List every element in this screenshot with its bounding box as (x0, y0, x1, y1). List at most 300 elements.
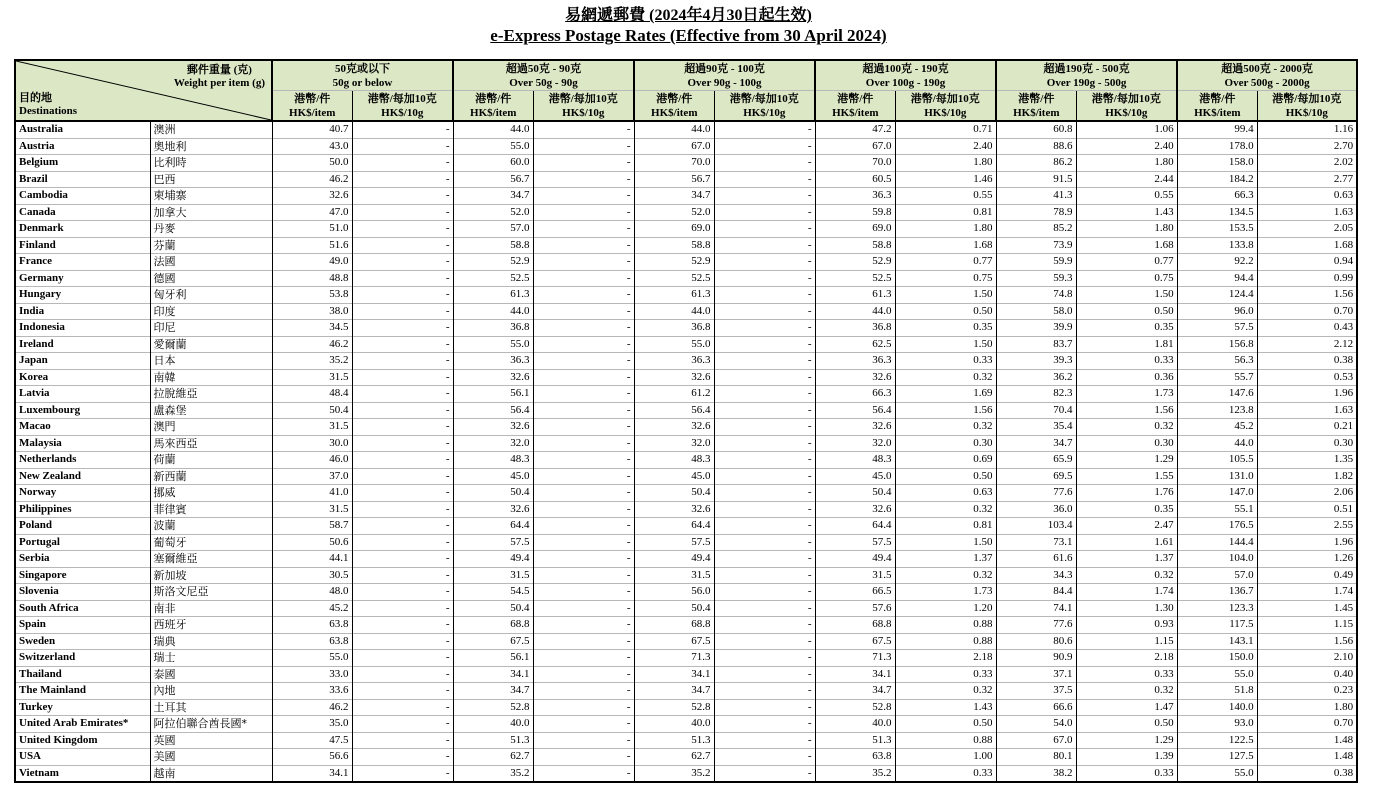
weight-band-header (272, 60, 453, 91)
destination-chinese: 菲律賓 (150, 501, 272, 518)
destination-chinese: 法國 (150, 254, 272, 271)
rate-per-item: 55.7 (1177, 369, 1257, 386)
rate-per-item: 34.7 (815, 683, 895, 700)
rate-per-item: 32.6 (634, 501, 714, 518)
destination-english: Vietnam (15, 765, 150, 782)
rate-per-item: 35.0 (272, 716, 352, 733)
destination-english: Brazil (15, 171, 150, 188)
rate-per-item: 34.7 (453, 188, 533, 205)
rate-per-item: 52.8 (815, 699, 895, 716)
unit-header-per-item (634, 91, 714, 122)
unit-zh: 港幣/每加10克 (1091, 92, 1161, 105)
rate-per-additional-10g: - (533, 567, 634, 584)
rate-per-additional-10g: - (714, 155, 815, 172)
rate-per-item: 91.5 (996, 171, 1076, 188)
destination-chinese: 越南 (150, 765, 272, 782)
rate-per-item: 74.8 (996, 287, 1076, 304)
rate-per-additional-10g: - (714, 584, 815, 601)
rate-per-item: 55.1 (1177, 501, 1257, 518)
rate-per-item: 57.5 (815, 534, 895, 551)
rate-per-item: 70.4 (996, 402, 1076, 419)
rate-per-additional-10g: - (714, 221, 815, 238)
rate-per-additional-10g: 1.47 (1076, 699, 1177, 716)
rate-per-item: 104.0 (1177, 551, 1257, 568)
rate-per-additional-10g: - (714, 534, 815, 551)
rate-per-item: 37.1 (996, 666, 1076, 683)
rate-per-additional-10g: 2.70 (1257, 138, 1357, 155)
rate-per-item: 56.4 (453, 402, 533, 419)
destination-english: United Arab Emirates* (15, 716, 150, 733)
destination-chinese: 波蘭 (150, 518, 272, 535)
rate-per-additional-10g: - (714, 121, 815, 138)
rate-per-additional-10g: 0.30 (1257, 435, 1357, 452)
destination-english: USA (15, 749, 150, 766)
unit-en: HK$/item (651, 106, 698, 119)
rate-per-additional-10g: 1.48 (1257, 732, 1357, 749)
table-row (15, 320, 1357, 337)
table-row (15, 287, 1357, 304)
band-zh: 50克或以下 (335, 62, 390, 75)
destination-chinese: 比利時 (150, 155, 272, 172)
rate-per-additional-10g: 1.96 (1257, 534, 1357, 551)
rate-per-item: 70.0 (815, 155, 895, 172)
destination-chinese: 丹麥 (150, 221, 272, 238)
rate-per-item: 74.1 (996, 600, 1076, 617)
rate-per-item: 61.6 (996, 551, 1076, 568)
rate-per-item: 67.5 (815, 633, 895, 650)
rate-per-additional-10g: - (352, 633, 453, 650)
rate-per-item: 178.0 (1177, 138, 1257, 155)
rate-per-item: 46.2 (272, 171, 352, 188)
unit-header-per-10g (1257, 91, 1357, 122)
rate-per-item: 93.0 (1177, 716, 1257, 733)
table-row (15, 584, 1357, 601)
table-row (15, 419, 1357, 436)
rate-per-additional-10g: - (714, 683, 815, 700)
destination-chinese: 英國 (150, 732, 272, 749)
rate-per-item: 56.4 (815, 402, 895, 419)
rate-per-item: 44.0 (634, 303, 714, 320)
unit-zh: 港幣/每加10克 (367, 92, 437, 105)
rate-per-item: 44.0 (815, 303, 895, 320)
rate-per-additional-10g: - (533, 270, 634, 287)
rate-per-item: 41.3 (996, 188, 1076, 205)
destination-english: Malaysia (15, 435, 150, 452)
table-row (15, 452, 1357, 469)
destination-chinese: 澳門 (150, 419, 272, 436)
rate-per-item: 63.8 (272, 617, 352, 634)
rate-per-item: 69.0 (815, 221, 895, 238)
rate-per-additional-10g: 0.33 (1076, 765, 1177, 782)
rate-per-additional-10g: 2.18 (895, 650, 996, 667)
rate-per-additional-10g: 2.06 (1257, 485, 1357, 502)
rate-per-item: 51.0 (272, 221, 352, 238)
rate-per-additional-10g: - (533, 551, 634, 568)
rate-per-item: 68.8 (815, 617, 895, 634)
rate-per-additional-10g: 0.75 (1076, 270, 1177, 287)
rate-per-additional-10g: - (533, 732, 634, 749)
rate-per-item: 56.4 (634, 402, 714, 419)
rate-per-item: 59.8 (815, 204, 895, 221)
rate-per-item: 52.0 (453, 204, 533, 221)
rate-per-item: 62.7 (634, 749, 714, 766)
rate-per-additional-10g: - (714, 617, 815, 634)
table-row (15, 716, 1357, 733)
rate-per-item: 143.1 (1177, 633, 1257, 650)
table-row (15, 254, 1357, 271)
rate-per-item: 32.6 (272, 188, 352, 205)
destination-english: France (15, 254, 150, 271)
rate-per-additional-10g: - (533, 666, 634, 683)
rate-per-item: 32.6 (634, 369, 714, 386)
table-row (15, 650, 1357, 667)
rate-per-additional-10g: - (533, 369, 634, 386)
rate-per-additional-10g: - (533, 534, 634, 551)
rate-per-additional-10g: 1.73 (895, 584, 996, 601)
table-row (15, 221, 1357, 238)
rate-per-item: 48.3 (815, 452, 895, 469)
table-row (15, 683, 1357, 700)
rate-per-additional-10g: 1.56 (895, 402, 996, 419)
unit-header-per-item (996, 91, 1076, 122)
rate-per-item: 48.4 (272, 386, 352, 403)
unit-header-per-item (272, 91, 352, 122)
table-row (15, 353, 1357, 370)
destination-english: South Africa (15, 600, 150, 617)
rate-per-additional-10g: 0.36 (1076, 369, 1177, 386)
rate-per-additional-10g: - (352, 435, 453, 452)
rate-per-additional-10g: - (352, 683, 453, 700)
rate-per-item: 32.6 (815, 369, 895, 386)
rate-per-additional-10g: - (533, 501, 634, 518)
rate-per-item: 156.8 (1177, 336, 1257, 353)
rate-per-item: 45.0 (815, 468, 895, 485)
rate-per-additional-10g: 1.55 (1076, 468, 1177, 485)
rate-per-item: 36.3 (815, 353, 895, 370)
rate-per-additional-10g: - (352, 386, 453, 403)
destinations-label-en: Destinations (19, 105, 78, 117)
rate-per-item: 46.2 (272, 336, 352, 353)
rate-per-item: 86.2 (996, 155, 1076, 172)
band-zh: 超過90克 - 100克 (684, 62, 765, 75)
rate-per-additional-10g: - (714, 468, 815, 485)
unit-en: HK$/item (1013, 106, 1060, 119)
page-title-chinese: 易網遞郵費 (2024年4月30日起生效) (565, 7, 812, 24)
destination-english: New Zealand (15, 468, 150, 485)
rate-per-item: 36.3 (453, 353, 533, 370)
rate-per-item: 32.0 (453, 435, 533, 452)
rate-per-item: 73.9 (996, 237, 1076, 254)
rate-per-additional-10g: 0.33 (1076, 353, 1177, 370)
destination-english: Luxembourg (15, 402, 150, 419)
rate-per-item: 56.3 (1177, 353, 1257, 370)
rate-per-additional-10g: 0.33 (895, 666, 996, 683)
rate-per-item: 52.8 (453, 699, 533, 716)
destination-chinese: 美國 (150, 749, 272, 766)
unit-header-per-10g (714, 91, 815, 122)
rate-per-additional-10g: 2.44 (1076, 171, 1177, 188)
rate-per-additional-10g: 1.43 (895, 699, 996, 716)
rate-per-additional-10g: 1.37 (895, 551, 996, 568)
rate-per-additional-10g: - (533, 617, 634, 634)
rate-per-additional-10g: - (352, 419, 453, 436)
rate-per-item: 45.2 (1177, 419, 1257, 436)
header-row-weight-bands (15, 60, 1357, 91)
rate-per-item: 71.3 (634, 650, 714, 667)
rate-per-additional-10g: 0.35 (1076, 320, 1177, 337)
rate-per-additional-10g: 0.51 (1257, 501, 1357, 518)
rate-per-additional-10g: 2.40 (895, 138, 996, 155)
rate-per-item: 56.0 (634, 584, 714, 601)
rate-per-item: 124.4 (1177, 287, 1257, 304)
rate-per-additional-10g: - (352, 501, 453, 518)
rate-per-additional-10g: - (714, 435, 815, 452)
rate-per-additional-10g: 2.05 (1257, 221, 1357, 238)
rate-per-additional-10g: 1.39 (1076, 749, 1177, 766)
rate-per-additional-10g: - (714, 204, 815, 221)
destination-chinese: 加拿大 (150, 204, 272, 221)
rate-per-additional-10g: - (533, 121, 634, 138)
rate-per-additional-10g: - (533, 171, 634, 188)
rate-per-item: 53.8 (272, 287, 352, 304)
rate-per-item: 31.5 (272, 369, 352, 386)
table-row (15, 501, 1357, 518)
rate-per-item: 32.0 (634, 435, 714, 452)
destination-english: The Mainland (15, 683, 150, 700)
rate-per-item: 33.6 (272, 683, 352, 700)
rate-per-item: 61.3 (453, 287, 533, 304)
rate-per-additional-10g: 1.30 (1076, 600, 1177, 617)
rate-per-item: 77.6 (996, 485, 1076, 502)
rate-per-additional-10g: 1.29 (1076, 732, 1177, 749)
rate-per-item: 51.3 (634, 732, 714, 749)
rate-per-additional-10g: 0.88 (895, 617, 996, 634)
table-row (15, 155, 1357, 172)
rate-per-additional-10g: 2.47 (1076, 518, 1177, 535)
unit-en: HK$/item (1194, 106, 1241, 119)
destination-chinese: 奧地利 (150, 138, 272, 155)
destination-english: Finland (15, 237, 150, 254)
rate-per-additional-10g: - (533, 353, 634, 370)
rate-per-additional-10g: - (352, 254, 453, 271)
rate-per-item: 62.7 (453, 749, 533, 766)
table-row (15, 617, 1357, 634)
rate-per-additional-10g: 1.68 (1076, 237, 1177, 254)
rate-per-additional-10g: 1.56 (1257, 633, 1357, 650)
rate-per-item: 43.0 (272, 138, 352, 155)
rate-per-additional-10g: 1.76 (1076, 485, 1177, 502)
table-row (15, 485, 1357, 502)
table-row (15, 518, 1357, 535)
rate-per-additional-10g: 0.38 (1257, 765, 1357, 782)
rate-per-item: 69.5 (996, 468, 1076, 485)
rate-per-additional-10g: 0.77 (1076, 254, 1177, 271)
unit-zh: 港幣/每加10克 (910, 92, 980, 105)
rate-per-item: 67.0 (815, 138, 895, 155)
rate-per-item: 51.6 (272, 237, 352, 254)
destination-english: Portugal (15, 534, 150, 551)
rate-per-additional-10g: - (714, 270, 815, 287)
rate-per-additional-10g: - (352, 584, 453, 601)
rate-per-item: 147.6 (1177, 386, 1257, 403)
rate-per-item: 60.5 (815, 171, 895, 188)
destination-chinese: 澳洲 (150, 121, 272, 138)
postage-rates-table (14, 59, 1358, 783)
destination-chinese: 新加坡 (150, 567, 272, 584)
rate-per-item: 57.5 (1177, 320, 1257, 337)
rate-per-item: 55.0 (1177, 765, 1257, 782)
rate-per-item: 96.0 (1177, 303, 1257, 320)
rate-per-additional-10g: - (352, 204, 453, 221)
rate-per-additional-10g: 0.32 (895, 419, 996, 436)
rate-per-additional-10g: 0.88 (895, 732, 996, 749)
rate-per-additional-10g: - (714, 386, 815, 403)
rate-per-item: 56.7 (634, 171, 714, 188)
rate-per-item: 60.0 (453, 155, 533, 172)
rate-per-item: 50.4 (634, 485, 714, 502)
rate-per-item: 80.6 (996, 633, 1076, 650)
rate-per-additional-10g: 0.99 (1257, 270, 1357, 287)
rate-per-item: 49.4 (634, 551, 714, 568)
rate-per-additional-10g: - (714, 303, 815, 320)
destination-chinese: 瑞典 (150, 633, 272, 650)
rate-per-additional-10g: - (352, 567, 453, 584)
rate-per-additional-10g: 2.40 (1076, 138, 1177, 155)
rate-per-item: 61.2 (634, 386, 714, 403)
rate-per-additional-10g: - (352, 452, 453, 469)
table-row (15, 386, 1357, 403)
destination-chinese: 德國 (150, 270, 272, 287)
rate-per-item: 44.0 (634, 121, 714, 138)
rate-per-item: 30.5 (272, 567, 352, 584)
rate-per-item: 103.4 (996, 518, 1076, 535)
rate-per-item: 67.5 (634, 633, 714, 650)
weight-label (174, 64, 265, 90)
rate-per-item: 92.2 (1177, 254, 1257, 271)
rate-per-item: 127.5 (1177, 749, 1257, 766)
rate-per-additional-10g: 1.48 (1257, 749, 1357, 766)
destinations-label (19, 92, 77, 118)
destination-chinese: 印尼 (150, 320, 272, 337)
weight-band-header (996, 60, 1177, 91)
table-row (15, 633, 1357, 650)
rate-per-item: 50.4 (634, 600, 714, 617)
rate-per-item: 52.9 (815, 254, 895, 271)
rate-per-additional-10g: - (714, 518, 815, 535)
rate-per-item: 88.6 (996, 138, 1076, 155)
rate-per-item: 32.6 (453, 419, 533, 436)
rate-per-item: 52.0 (634, 204, 714, 221)
rate-per-additional-10g: - (714, 633, 815, 650)
rate-per-item: 57.5 (634, 534, 714, 551)
rate-per-item: 69.0 (634, 221, 714, 238)
rate-per-item: 48.3 (634, 452, 714, 469)
destination-english: Thailand (15, 666, 150, 683)
rate-per-additional-10g: 1.80 (1076, 221, 1177, 238)
rate-per-additional-10g: - (714, 501, 815, 518)
rate-per-item: 68.8 (634, 617, 714, 634)
destination-chinese: 挪威 (150, 485, 272, 502)
rate-per-item: 31.5 (815, 567, 895, 584)
rate-per-item: 50.4 (453, 485, 533, 502)
rate-per-additional-10g: 0.35 (895, 320, 996, 337)
rate-per-additional-10g: 0.33 (895, 765, 996, 782)
rate-per-item: 77.6 (996, 617, 1076, 634)
rate-per-additional-10g: 1.74 (1076, 584, 1177, 601)
rate-per-item: 34.7 (996, 435, 1076, 452)
table-row (15, 237, 1357, 254)
rate-per-additional-10g: 0.33 (1076, 666, 1177, 683)
rate-per-additional-10g: - (533, 336, 634, 353)
rate-per-item: 58.8 (634, 237, 714, 254)
rate-per-item: 44.0 (453, 121, 533, 138)
rate-per-item: 58.8 (453, 237, 533, 254)
rate-per-additional-10g: - (714, 171, 815, 188)
unit-en: HK$/10g (924, 106, 967, 119)
unit-header-per-item (453, 91, 533, 122)
rate-per-item: 48.0 (272, 584, 352, 601)
unit-header-per-10g (533, 91, 634, 122)
unit-header-per-item (1177, 91, 1257, 122)
unit-en: HK$/item (289, 106, 336, 119)
destination-english: Philippines (15, 501, 150, 518)
rate-per-item: 55.0 (634, 336, 714, 353)
unit-zh: 港幣/件 (294, 92, 331, 105)
rate-per-item: 52.8 (634, 699, 714, 716)
rate-per-item: 83.7 (996, 336, 1076, 353)
unit-en: HK$/item (470, 106, 517, 119)
rate-per-additional-10g: - (533, 402, 634, 419)
rate-per-additional-10g: 0.30 (895, 435, 996, 452)
destination-english: Sweden (15, 633, 150, 650)
rate-per-item: 55.0 (453, 138, 533, 155)
rate-per-additional-10g: 0.55 (1076, 188, 1177, 205)
rate-per-item: 47.5 (272, 732, 352, 749)
unit-zh: 港幣/每加10克 (548, 92, 618, 105)
unit-en: HK$/item (832, 106, 879, 119)
band-zh: 超過500克 - 2000克 (1221, 62, 1313, 75)
rate-per-item: 57.0 (453, 221, 533, 238)
rate-per-item: 56.6 (272, 749, 352, 766)
rate-per-item: 52.5 (453, 270, 533, 287)
rate-per-item: 34.7 (634, 683, 714, 700)
rate-per-item: 32.0 (815, 435, 895, 452)
rate-per-additional-10g: - (352, 765, 453, 782)
rate-per-additional-10g: 1.69 (895, 386, 996, 403)
rate-per-item: 33.0 (272, 666, 352, 683)
table-row (15, 567, 1357, 584)
rate-per-item: 35.2 (815, 765, 895, 782)
rate-per-item: 68.8 (453, 617, 533, 634)
rate-per-item: 40.0 (634, 716, 714, 733)
rate-per-additional-10g: - (714, 320, 815, 337)
rate-per-item: 31.5 (272, 419, 352, 436)
rate-per-additional-10g: 0.32 (1076, 683, 1177, 700)
rate-per-additional-10g: 0.81 (895, 204, 996, 221)
destination-chinese: 阿拉伯聯合酋長國* (150, 716, 272, 733)
rate-per-item: 47.0 (272, 204, 352, 221)
rate-per-item: 66.5 (815, 584, 895, 601)
rate-per-item: 48.3 (453, 452, 533, 469)
destination-english: Norway (15, 485, 150, 502)
rate-per-additional-10g: - (352, 320, 453, 337)
rate-per-item: 31.5 (453, 567, 533, 584)
rate-per-additional-10g: - (533, 765, 634, 782)
rate-per-additional-10g: 0.63 (1257, 188, 1357, 205)
weight-band-header (1177, 60, 1357, 91)
rate-per-additional-10g: - (352, 600, 453, 617)
rate-per-additional-10g: - (352, 402, 453, 419)
